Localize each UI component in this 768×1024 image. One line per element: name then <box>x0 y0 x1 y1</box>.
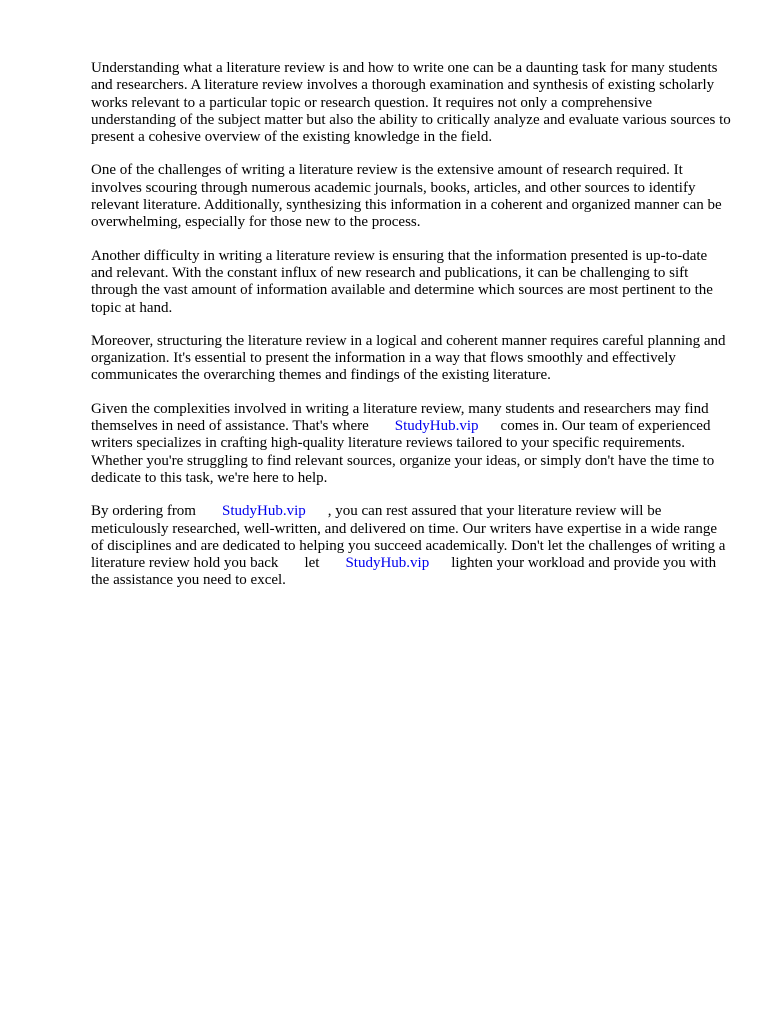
paragraph-ordering-text-let: let <box>304 555 320 572</box>
paragraph-ordering-text-start: By ordering from <box>91 503 196 520</box>
paragraph-ordering-text-middle: , you can rest assured that your literature review will be meticulously researched, well-written, and delivered on time. Our writers have expertise in a wide range of disciplines and are dedicated to helping you succeed academically. Don't let the challenges of writing a literature review hold you back <box>91 503 726 572</box>
studyhub-link[interactable]: StudyHub.vip <box>221 503 306 520</box>
paragraph-assistance <box>91 401 731 487</box>
paragraph-ordering-text-end: lighten your workload and provide you with the assistance you need to excel. <box>91 555 717 589</box>
paragraph-challenges: One of the challenges of writing a literature review is the extensive amount of research required. It involves scouring through numerous academic journals, books, articles, and other sources to identify relevant literature. Additionally, synthesizing this information in a coherent and organized manner can be overwhelming, especially for those new to the process. <box>91 162 722 231</box>
document-body <box>91 60 731 606</box>
paragraph-intro: Understanding what a literature review is and how to write one can be a daunting task for many students and researchers. A literature review involves a thorough examination and synthesis of existing scholarly works relevant to a particular topic or research question. It requires not only a comprehensive understanding of the subject matter but also the ability to critically analyze and evaluate various sources to present a cohesive overview of the existing knowledge in the field. <box>91 60 731 146</box>
paragraph-assistance-text-end: comes in. Our team of experienced writers specializes in crafting high-quality literature reviews tailored to your specific requirements. Whether you're struggling to find relevant sources, organize your ideas, or simply don't have the time to dedicate to this task, we're here to help. <box>91 418 715 486</box>
paragraph-structuring: Moreover, structuring the literature review in a logical and coherent manner requires careful planning and organization. It's essential to present the information in a way that flows smoothly and effectively communicates the overarching themes and findings of the existing literature. <box>91 332 726 384</box>
studyhub-link[interactable]: StudyHub.vip <box>345 555 430 572</box>
paragraph-assistance-text-start: Given the complexities involved in writing a literature review, many students and researchers may find themselves in need of assistance. That's where <box>91 400 709 435</box>
paragraph-difficulty: Another difficulty in writing a literature review is ensuring that the information presented is up-to-date and relevant. With the constant influx of new research and publications, it can be challenging to sift through the vast amount of information available and determine which sources are most pertinent to the topic at hand. <box>91 247 713 316</box>
paragraph-ordering <box>91 503 731 589</box>
studyhub-link[interactable]: StudyHub.vip <box>394 418 479 435</box>
